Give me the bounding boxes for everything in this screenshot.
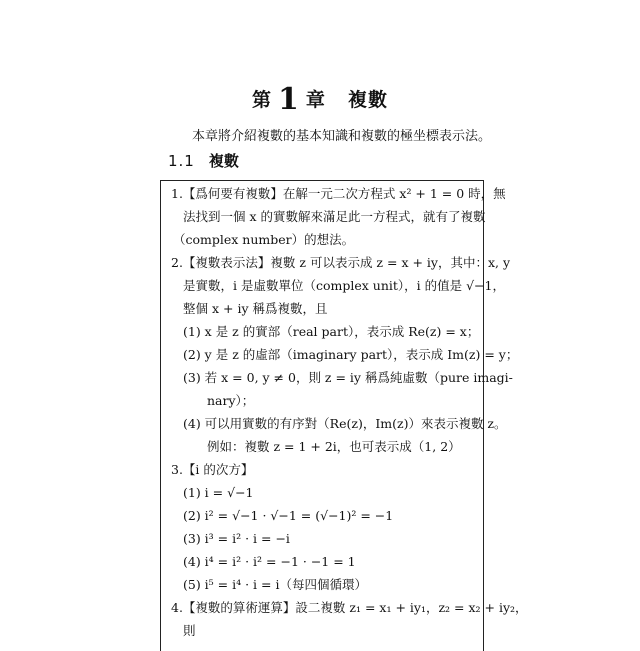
text-line: nary）； bbox=[207, 393, 255, 408]
content-box bbox=[160, 180, 528, 651]
text-line: (2) i² = √−1 · √−1 = (√−1)² = −1 bbox=[183, 508, 394, 523]
text-line: (2) y 是 z 的虛部（imaginary part），表示成 Im(z) = y； bbox=[183, 347, 519, 362]
text-line: 2.【複數表示法】複數 z 可以表示成 z = x + iy，其中：x, y bbox=[171, 255, 511, 270]
text-line: 是實數，i 是虛數單位（complex unit），i 的值是 √−1， bbox=[183, 278, 505, 293]
text-line: (1) x 是 z 的實部（real part），表示成 Re(z) = x； bbox=[183, 324, 480, 339]
chapter-suffix: 章 bbox=[305, 89, 326, 111]
text-line: （complex number）的想法。 bbox=[173, 232, 355, 247]
chapter-number: 1 bbox=[278, 82, 300, 117]
text-line: (3) 若 x = 0, y ≠ 0，則 z = iy 稱爲純虛數（pure imagi- bbox=[183, 370, 513, 385]
intro-paragraph: 本章將介紹複數的基本知識和複數的極坐標表示法。 bbox=[192, 129, 492, 144]
text-line: 法找到一個 x 的實數解來滿足此一方程式，就有了複數 bbox=[183, 209, 486, 224]
text-line: (1) i = √−1 bbox=[183, 485, 254, 500]
text-line: (4) 可以用實數的有序對（Re(z)，Im(z)）來表示複數 z。 bbox=[183, 416, 507, 431]
chapter-title bbox=[0, 82, 640, 117]
text-line: 則 bbox=[183, 623, 196, 638]
text-line: 整個 x + iy 稱爲複數，且 bbox=[183, 301, 328, 316]
text-line: (4) i⁴ = i² · i² = −1 · −1 = 1 bbox=[183, 554, 356, 569]
section-title: 複數 bbox=[208, 152, 239, 170]
section-number: 1.1 bbox=[168, 152, 195, 170]
chapter-prefix: 第 bbox=[252, 89, 273, 111]
text-line: 3.【i 的次方】 bbox=[171, 462, 254, 477]
text-line: 例如：複數 z = 1 + 2i，也可表示成（1, 2） bbox=[207, 439, 461, 454]
text-line: 1.【爲何要有複數】在解一元二次方程式 x² + 1 = 0 時，無 bbox=[171, 186, 506, 201]
text-line: (3) i³ = i² · i = −i bbox=[183, 531, 290, 546]
chapter-name: 複數 bbox=[347, 89, 388, 111]
section-heading bbox=[168, 150, 239, 171]
text-line: 4.【複數的算術運算】設二複數 z₁ = x₁ + iy₁，z₂ = x₂ + iy₂， bbox=[171, 600, 528, 615]
text-line: (5) i⁵ = i⁴ · i = i（每四個循環） bbox=[183, 577, 367, 592]
